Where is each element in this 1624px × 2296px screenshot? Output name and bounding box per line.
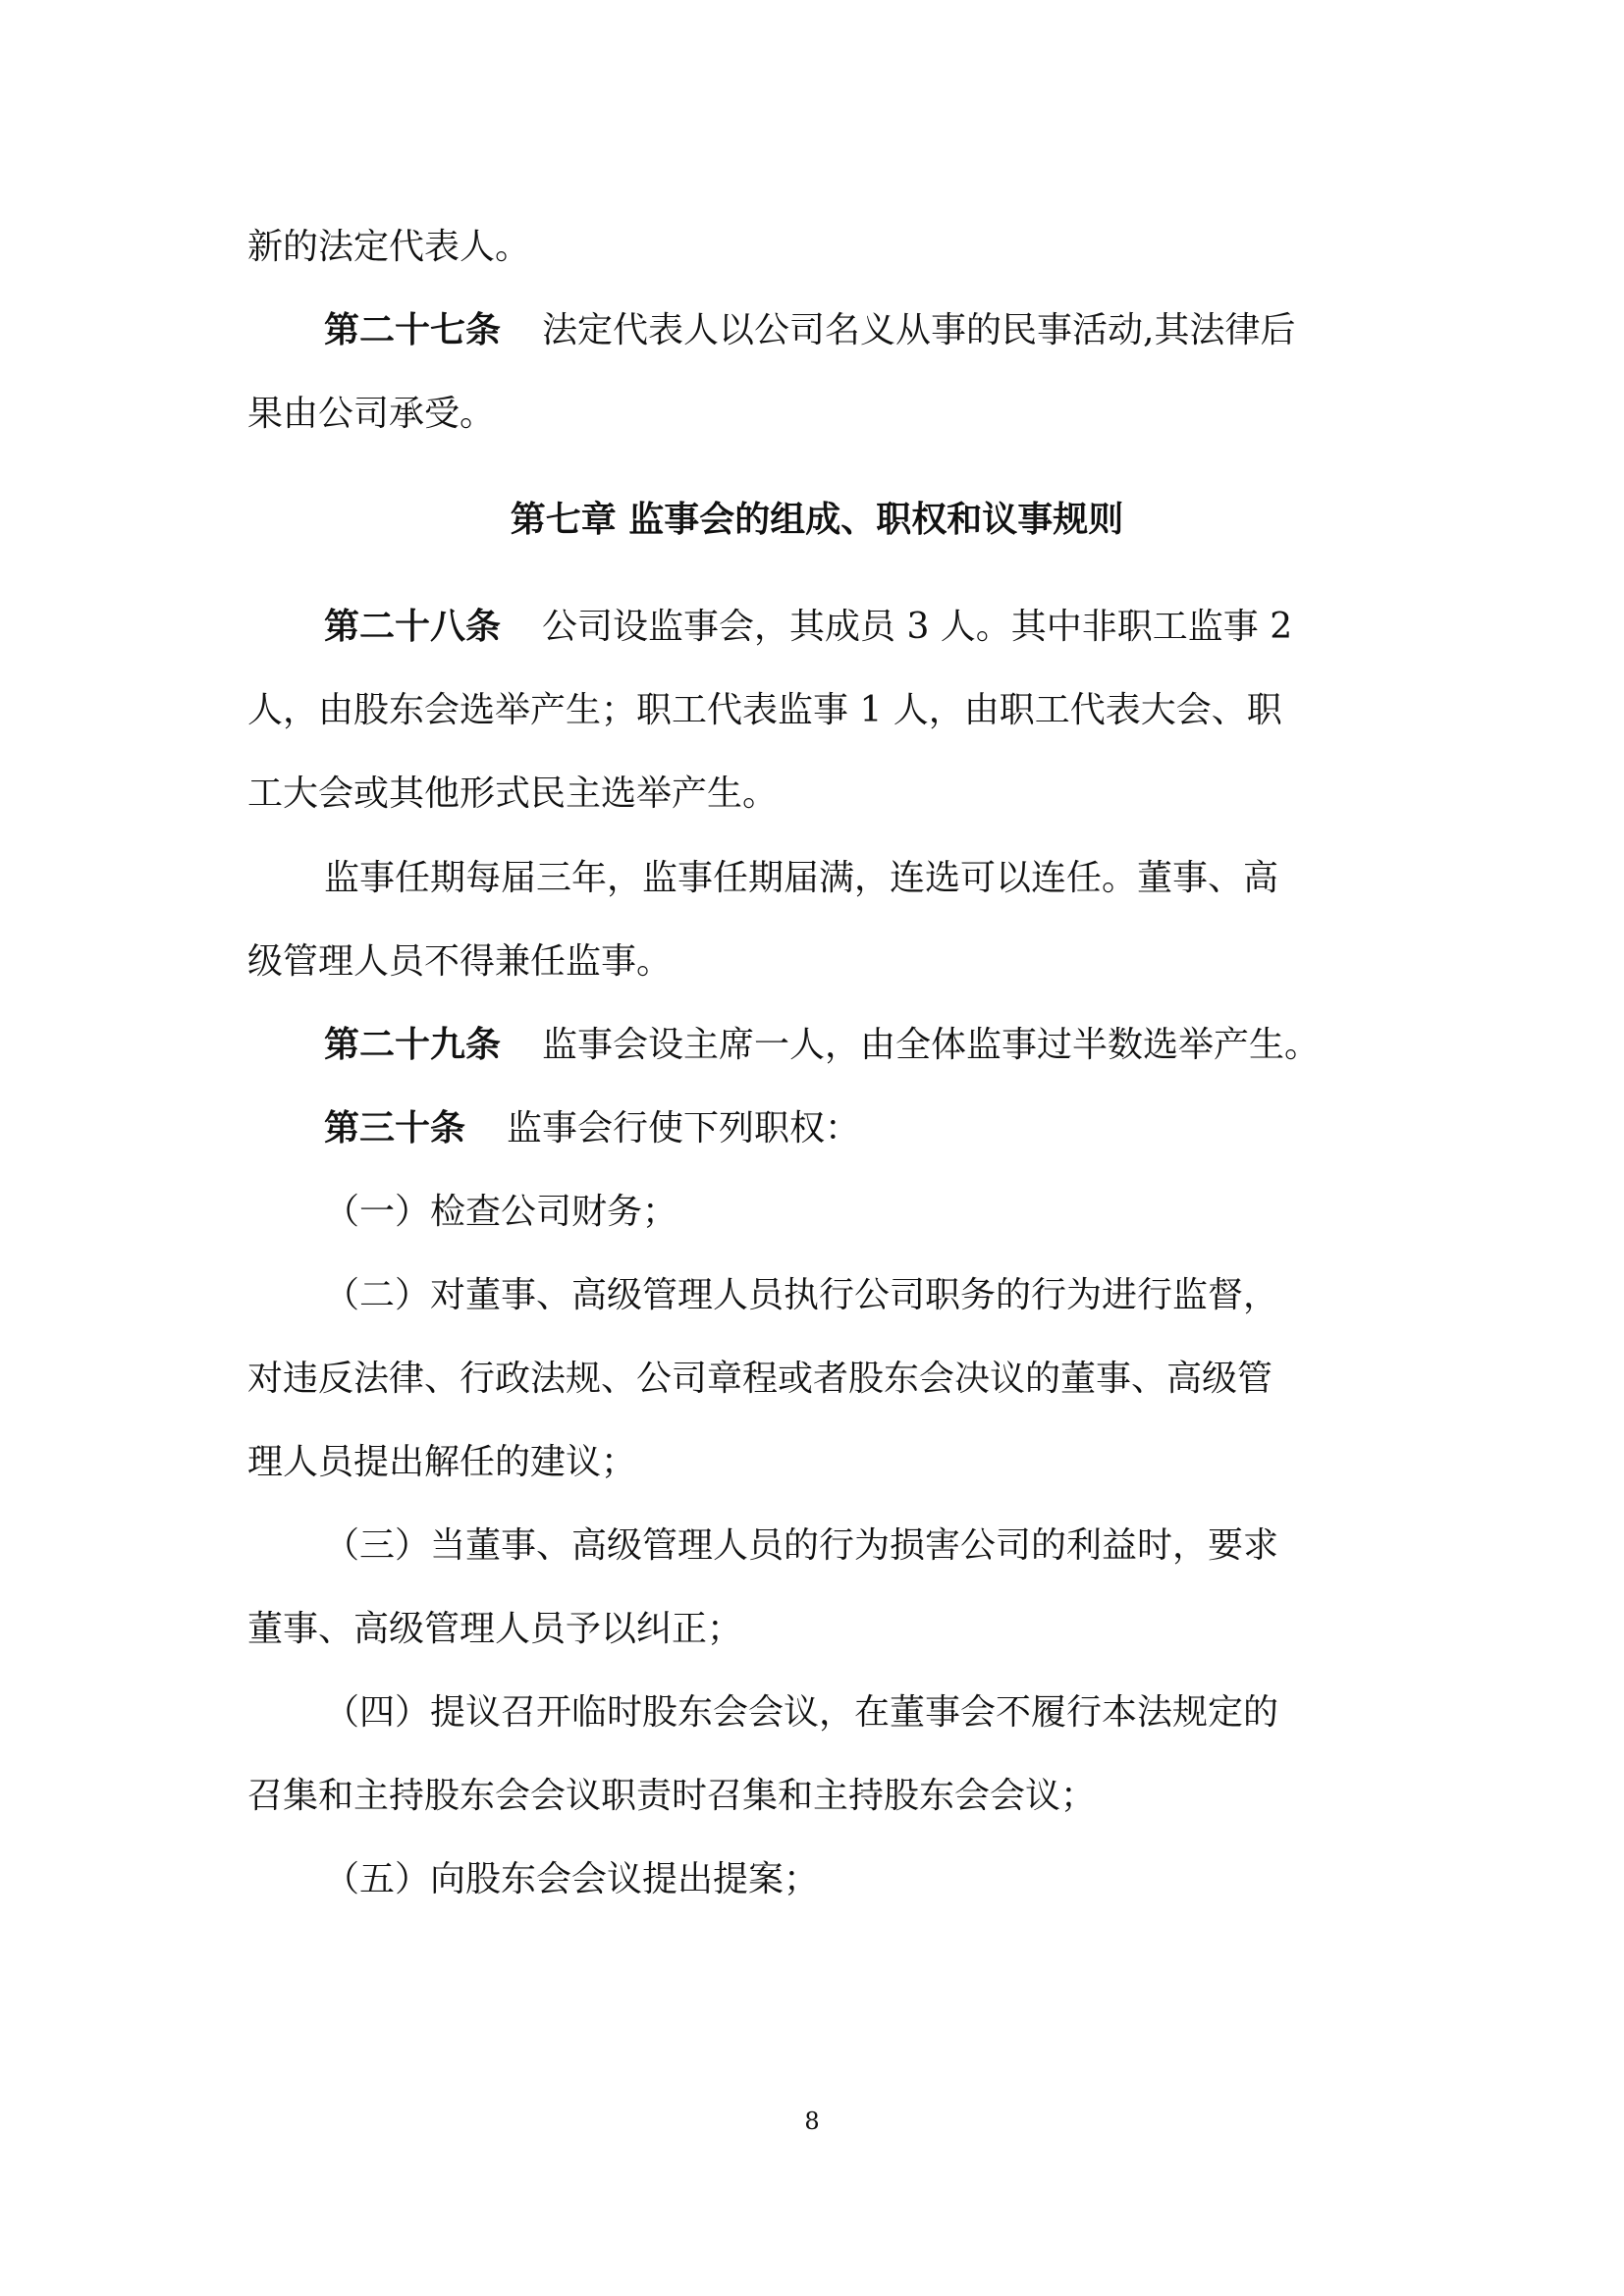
text-line: 召集和主持股东会会议职责时召集和主持股东会会议； bbox=[247, 1776, 1097, 1816]
text-line: 果由公司承受。 bbox=[247, 394, 496, 434]
list-item: （四）提议召开临时股东会会议，在董事会不履行本法规定的 bbox=[324, 1692, 1279, 1733]
text-line: 监事任期每届三年，监事任期届满，连选可以连任。董事、高 bbox=[324, 858, 1279, 898]
list-item: （二）对董事、高级管理人员执行公司职务的行为进行监督， bbox=[324, 1275, 1279, 1315]
article-label: 第三十条 bbox=[324, 1108, 466, 1148]
article-27 bbox=[324, 309, 1386, 352]
article-label: 第二十八条 bbox=[324, 607, 502, 647]
text-line: 工大会或其他形式民主选举产生。 bbox=[247, 774, 779, 814]
text-line: 级管理人员不得兼任监事。 bbox=[247, 941, 673, 982]
article-30 bbox=[324, 1107, 1386, 1150]
article-label: 第二十七条 bbox=[324, 310, 502, 350]
text-line: 新的法定代表人。 bbox=[247, 227, 531, 267]
article-29 bbox=[324, 1024, 1386, 1067]
page-number: 8 bbox=[804, 2108, 820, 2135]
text-line: 人，由股东会选举产生；职工代表监事 1 人，由职工代表大会、职 bbox=[247, 690, 1282, 730]
list-item: （三）当董事、高级管理人员的行为损害公司的利益时，要求 bbox=[324, 1525, 1279, 1566]
list-item: （一）检查公司财务； bbox=[324, 1192, 678, 1232]
article-text: 监事会行使下列职权： bbox=[507, 1108, 861, 1148]
text-line: 董事、高级管理人员予以纠正； bbox=[247, 1609, 743, 1649]
list-item: （五）向股东会会议提出提案； bbox=[324, 1859, 820, 1899]
article-text: 监事会设主席一人，由全体监事过半数选举产生。 bbox=[542, 1025, 1321, 1065]
chapter-heading: 第七章 监事会的组成、职权和议事规则 bbox=[510, 500, 1124, 540]
article-28 bbox=[324, 606, 1386, 649]
article-text: 公司设监事会，其成员 3 人。其中非职工监事 2 bbox=[542, 607, 1293, 647]
article-label: 第二十九条 bbox=[324, 1025, 502, 1065]
article-text: 法定代表人以公司名义从事的民事活动,其法律后 bbox=[542, 310, 1296, 350]
text-line: 对违反法律、行政法规、公司章程或者股东会决议的董事、高级管 bbox=[247, 1359, 1273, 1399]
text-line: 理人员提出解任的建议； bbox=[247, 1442, 637, 1482]
